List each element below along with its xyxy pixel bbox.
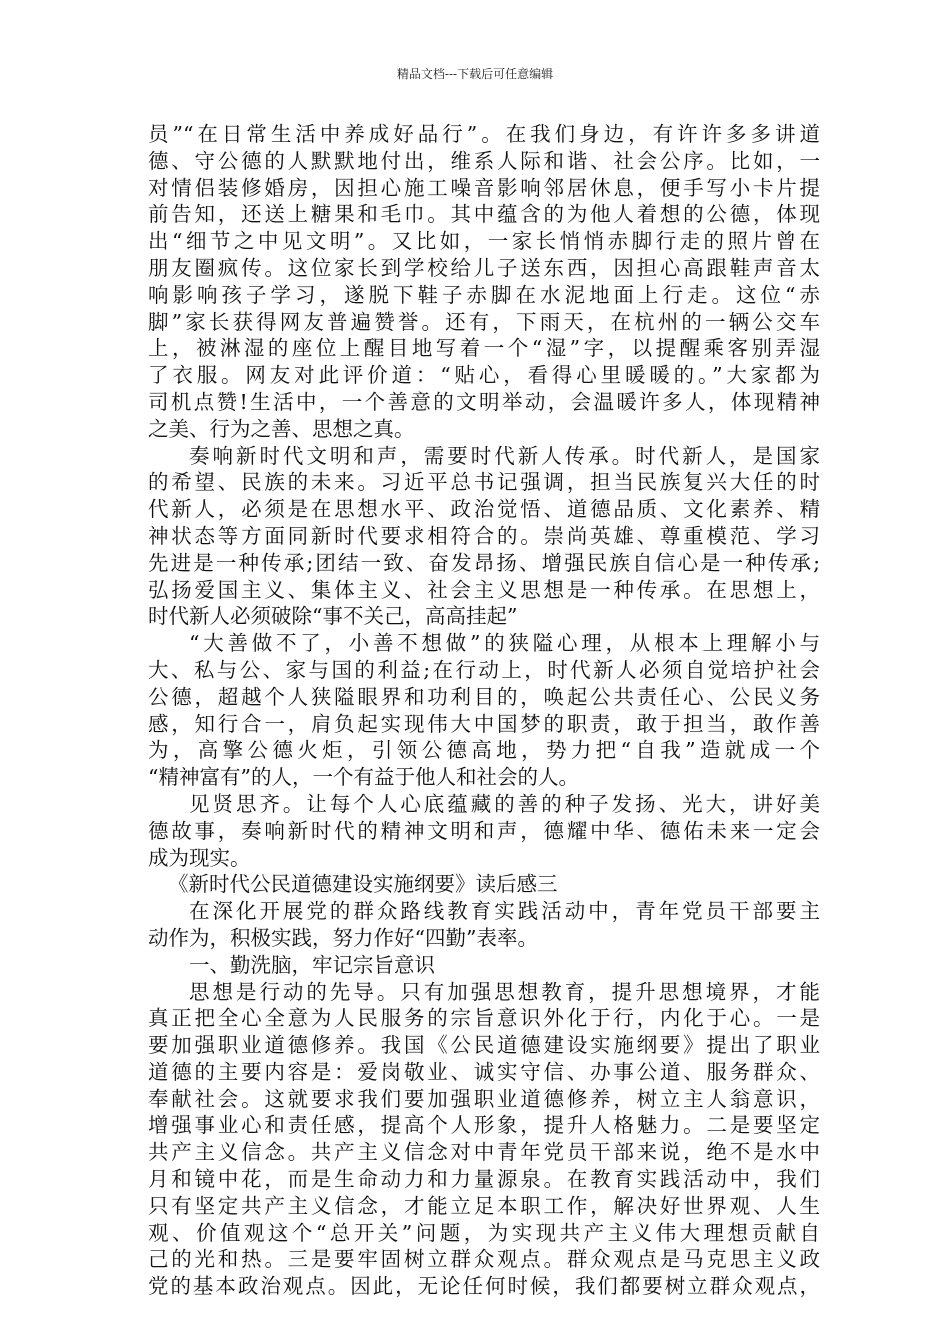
text-line: 朋友圈疯传。这位家长到学校给儿子送东西，因担心高跟鞋声音太 bbox=[148, 255, 820, 280]
text-line: 观、价值观这个“总开关”问题，为实现共产主义伟大理想贡献自 bbox=[148, 1220, 820, 1245]
text-line: 员”“在日常生活中养成好品行”。在我们身边，有许许多多讲道 bbox=[148, 122, 820, 146]
text-line: 对情侣装修婚房，因担心施工噪音影响邻居休息，便手写小卡片提 bbox=[148, 175, 820, 200]
page-header: 精品文档---下载后可任意编辑 bbox=[396, 67, 554, 81]
text-line: 思想是行动的先导。只有加强思想教育，提升思想境界，才能 bbox=[189, 979, 820, 1004]
text-line: “大善做不了，小善不想做”的狭隘心理，从根本上理解小与 bbox=[189, 631, 820, 656]
text-line: 奏响新时代文明和声，需要时代新人传承。时代新人，是国家 bbox=[189, 443, 820, 468]
text-line: 上，被淋湿的座位上醒目地写着一个“湿”字，以提醒乘客别弄湿 bbox=[148, 336, 820, 361]
text-line: 司机点赞!生活中，一个善意的文明举动，会温暖许多人，体现精神 bbox=[148, 389, 820, 414]
text-line: 见贤思齐。让每个人心底蕴藏的善的种子发扬、光大，讲好美 bbox=[189, 791, 820, 816]
text-line: 在深化开展党的群众路线教育实践活动中，青年党员干部要主 bbox=[189, 899, 820, 924]
text-line: 代新人，必须是在思想水平、政治觉悟、道德品质、文化素养、精 bbox=[148, 497, 820, 522]
text-line: 公德，超越个人狭隘眼界和功利目的，唤起公共责任心、公民义务 bbox=[148, 684, 820, 709]
text-line: 的希望、民族的未来。习近平总书记强调，担当民族复兴大任的时 bbox=[148, 470, 820, 495]
text-line: 前告知，还送上糖果和毛巾。其中蕴含的为他人着想的公德，体现 bbox=[148, 202, 820, 227]
text-line: 德故事，奏响新时代的精神文明和声，德耀中华、德佑未来一定会 bbox=[148, 818, 820, 843]
text-line: 大、私与公、家与国的利益;在行动上，时代新人必须自觉培护社会 bbox=[148, 657, 820, 682]
text-line: 脚”家长获得网友普遍赞誉。还有，下雨天，在杭州的一辆公交车 bbox=[148, 309, 820, 334]
text-line: 月和镜中花，而是生命动力和力量源泉。在教育实践活动中，我们 bbox=[148, 1167, 820, 1192]
text-line: 了衣服。网友对此评价道：“贴心，看得心里暖暖的。”大家都为 bbox=[148, 363, 820, 388]
document-body bbox=[148, 121, 820, 1300]
text-line: 己的光和热。三是要牢固树立群众观点。群众观点是马克思主义政 bbox=[148, 1247, 820, 1272]
text-line: 时代新人必须破除“事不关己，高高挂起” bbox=[148, 604, 518, 629]
text-line: 《新时代公民道德建设实施纲要》读后感三 bbox=[168, 872, 558, 897]
text-line: 弘扬爱国主义、集体主义、社会主义思想是一种传承。在思想上， bbox=[148, 577, 820, 602]
text-line: 党的基本政治观点。因此，无论任何时候，我们都要树立群众观点， bbox=[148, 1274, 820, 1299]
text-line: 真正把全心全意为人民服务的宗旨意识外化于行，内化于心。一是 bbox=[148, 1006, 820, 1031]
text-line: 要加强职业道德修养。我国《公民道德建设实施纲要》提出了职业 bbox=[148, 1033, 820, 1058]
text-line: 奉献社会。这就要求我们要加强职业道德修养，树立主人翁意识， bbox=[148, 1086, 820, 1111]
text-line: 只有坚定共产主义信念，才能立足本职工作，解决好世界观、人生 bbox=[148, 1193, 820, 1218]
text-line: 出“细节之中见文明”。又比如，一家长悄悄赤脚行走的照片曾在 bbox=[148, 229, 820, 254]
text-line: 之美、行为之善、思想之真。 bbox=[148, 416, 415, 441]
text-line: 动作为，积极实践，努力作好“四勤”表率。 bbox=[148, 925, 538, 950]
text-line: 神状态等方面同新时代要求相符合的。崇尚英雄、尊重模范、学习 bbox=[148, 523, 820, 548]
text-line: 成为现实。 bbox=[148, 845, 251, 870]
text-line: 响影响孩子学习，遂脱下鞋子赤脚在水泥地面上行走。这位“赤 bbox=[148, 282, 820, 307]
text-line: 增强事业心和责任感，提高个人形象，提升人格魅力。二是要坚定 bbox=[148, 1113, 820, 1138]
text-line: 先进是一种传承;团结一致、奋发昂扬、增强民族自信心是一种传承; bbox=[148, 550, 820, 575]
text-line: 德、守公德的人默默地付出，维系人际和谐、社会公序。比如，一 bbox=[148, 148, 820, 173]
text-line: “精神富有”的人，一个有益于他人和社会的人。 bbox=[148, 765, 579, 790]
text-line: 共产主义信念。共产主义信念对中青年党员干部来说，绝不是水中 bbox=[148, 1140, 820, 1165]
text-line: 为，高擎公德火炬，引领公德高地，势力把“自我”造就成一个 bbox=[148, 738, 820, 763]
text-line: 一、勤洗脑，牢记宗旨意识 bbox=[189, 952, 435, 977]
text-line: 道德的主要内容是：爱岗敬业、诚实守信、办事公道、服务群众、 bbox=[148, 1059, 820, 1084]
text-line: 感，知行合一，肩负起实现伟大中国梦的职责，敢于担当，敢作善 bbox=[148, 711, 820, 736]
